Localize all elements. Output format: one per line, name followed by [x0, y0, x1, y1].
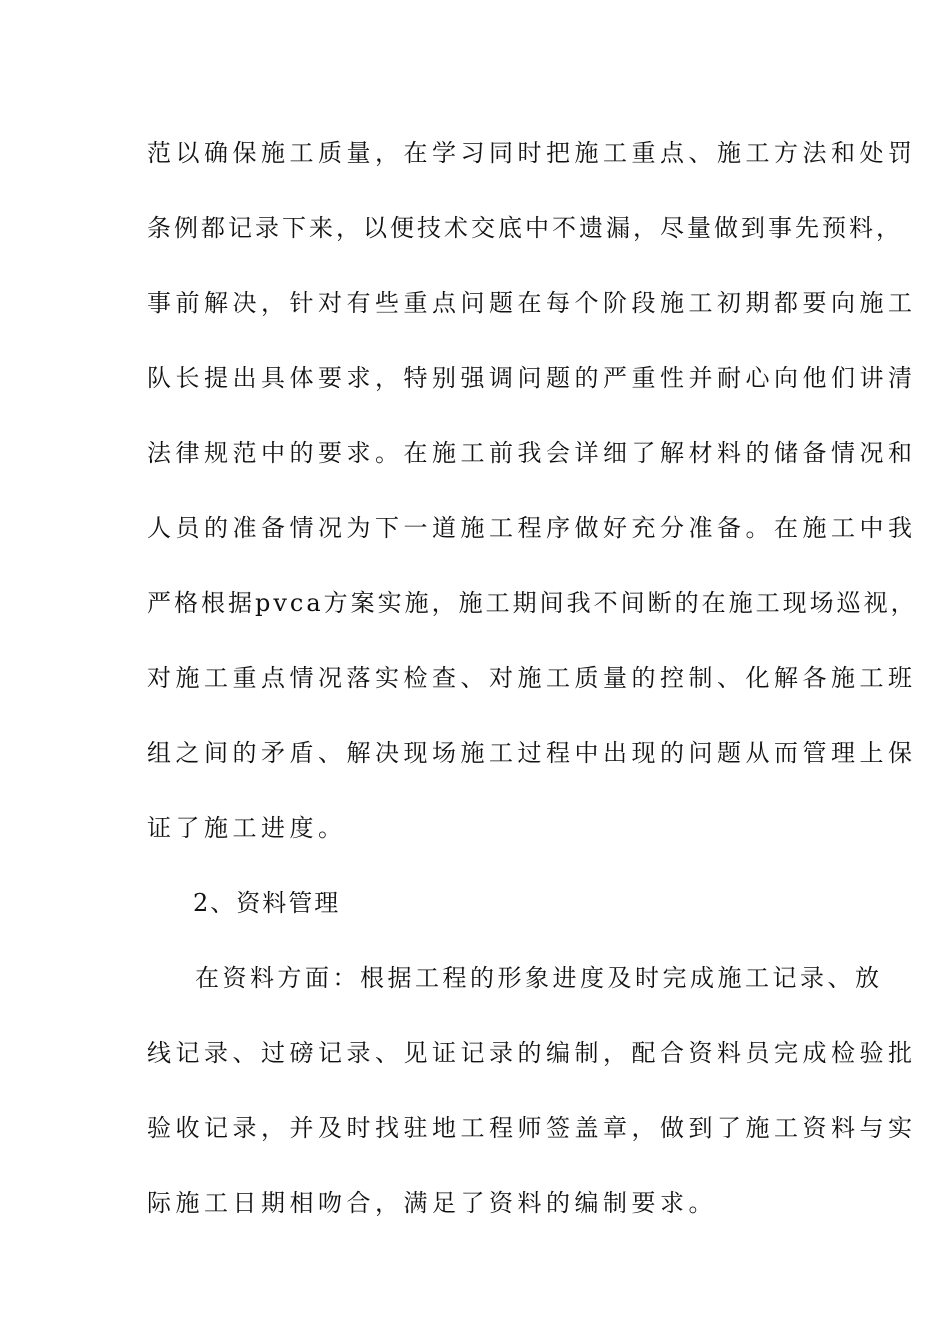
paragraph-line: 法律规范中的要求。在施工前我会详细了解材料的储备情况和: [147, 439, 917, 467]
paragraph-line: 事前解决，针对有些重点问题在每个阶段施工初期都要向施工: [147, 289, 917, 317]
paragraph-line: 条例都记录下来，以便技术交底中不遗漏，尽量做到事先预料，: [147, 214, 903, 242]
paragraph-line: 证了施工进度。: [147, 814, 347, 842]
paragraph-line: 线记录、过磅记录、见证记录的编制，配合资料员完成检验批: [147, 1039, 917, 1067]
paragraph-line: 在资料方面：根据工程的形象进度及时完成施工记录、放: [195, 964, 883, 992]
paragraph-line: 验收记录，并及时找驻地工程师签盖章，做到了施工资料与实: [147, 1114, 917, 1142]
paragraph-line: 际施工日期相吻合，满足了资料的编制要求。: [147, 1189, 717, 1217]
paragraph-line: 对施工重点情况落实检查、对施工质量的控制、化解各施工班: [147, 664, 917, 692]
section-heading: 2、资料管理: [193, 889, 341, 917]
paragraph-line: 人员的准备情况为下一道施工程序做好充分准备。在施工中我: [147, 514, 917, 542]
paragraph-line: 组之间的矛盾、解决现场施工过程中出现的问题从而管理上保: [147, 739, 917, 767]
paragraph-line: 严格根据pvca方案实施，施工期间我不间断的在施工现场巡视，: [147, 589, 918, 617]
paragraph-line: 范以确保施工质量，在学习同时把施工重点、施工方法和处罚: [147, 139, 917, 167]
paragraph-line: 队长提出具体要求，特别强调问题的严重性并耐心向他们讲清: [147, 364, 917, 392]
